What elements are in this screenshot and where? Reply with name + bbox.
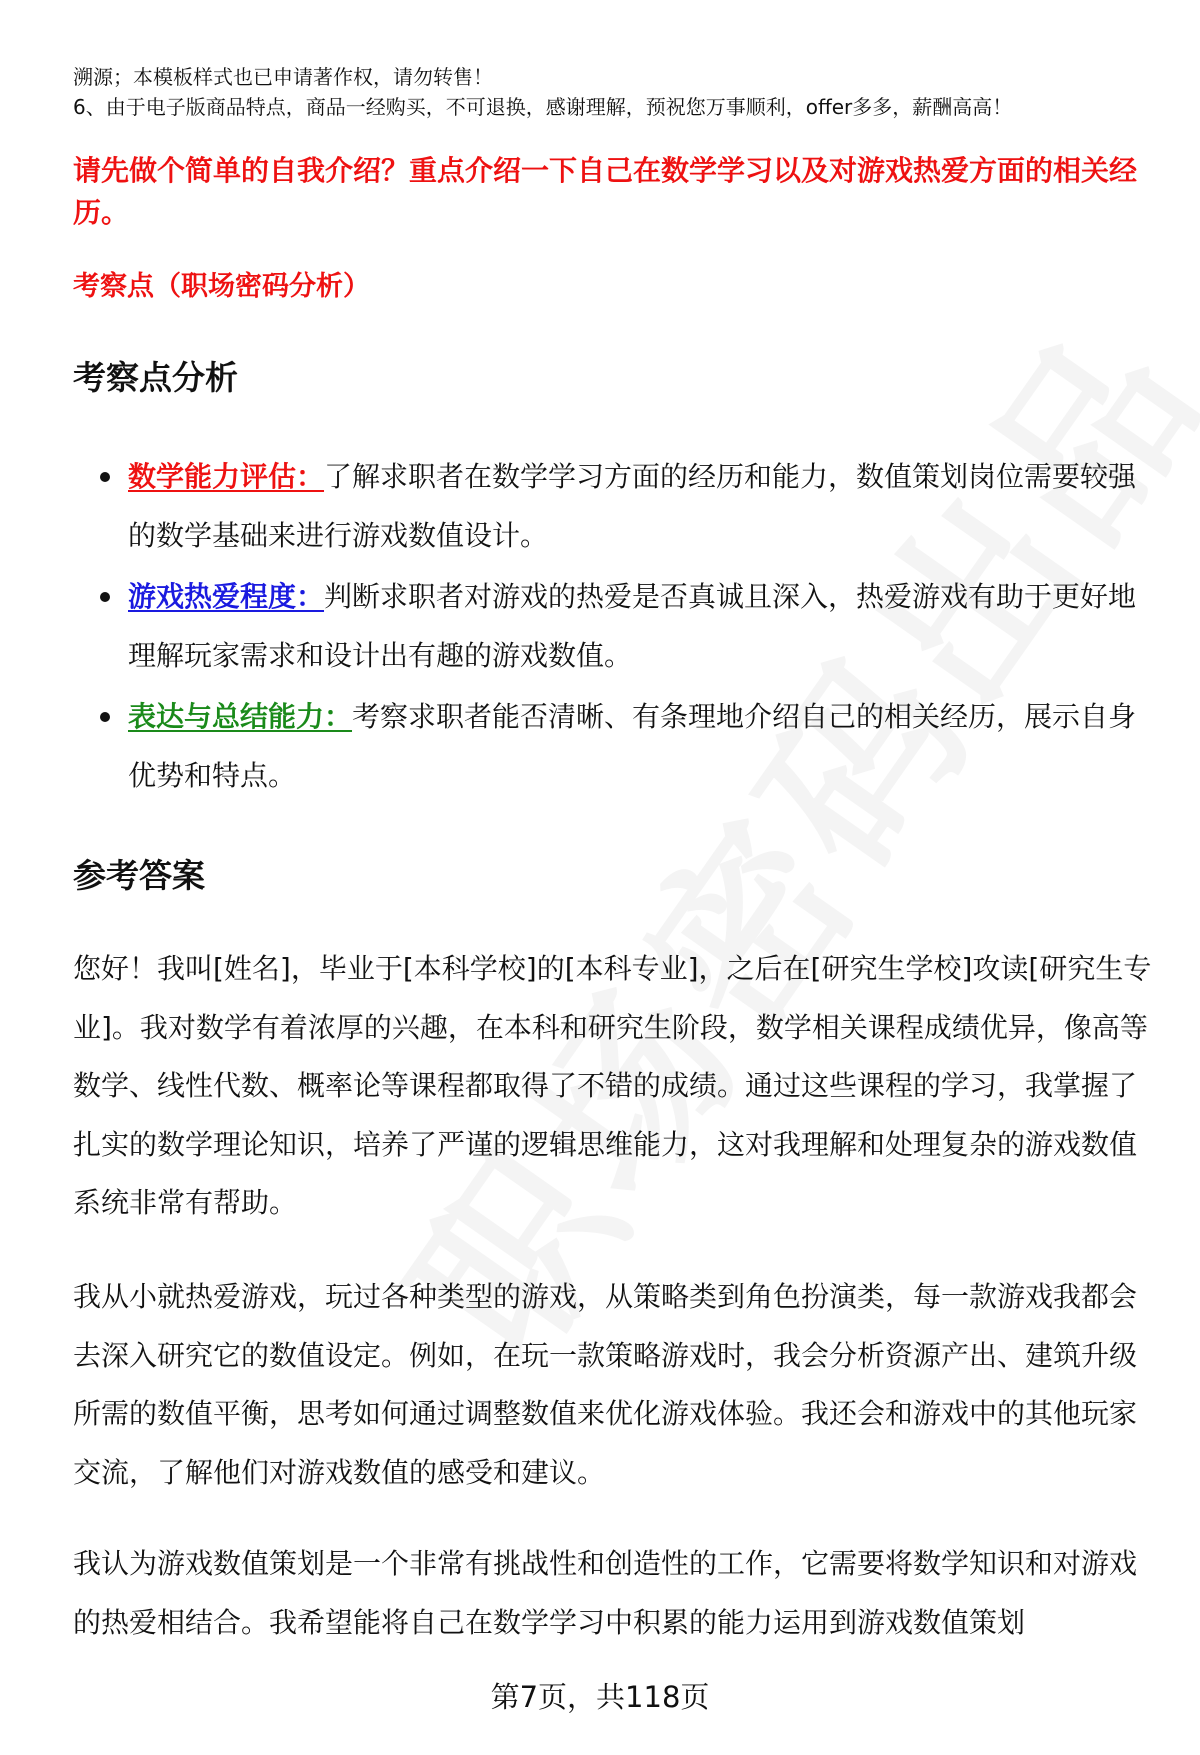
analysis-list <box>73 447 1153 807</box>
analysis-text: 考察求职者能否清晰、有条理地介绍自己的相关经历，展示自身优势和特点。 <box>128 700 1137 792</box>
analysis-text: 了解求职者在数学学习方面的经历和能力，数值策划岗位需要较强的数学基础来进行游戏数值设计。 <box>128 460 1137 552</box>
notice-line-2: 6、由于电子版商品特点，商品一经购买，不可退换，感谢理解，预祝您万事顺利，offer多多，薪酬高高！ <box>73 95 1013 119</box>
page-number: 第7页，共118页 <box>490 1680 710 1714</box>
analysis-term: 表达与总结能力： <box>128 700 353 733</box>
analysis-term: 数学能力评估： <box>128 460 325 493</box>
analysis-text: 判断求职者对游戏的热爱是否真诚且深入，热爱游戏有助于更好地理解玩家需求和设计出有趣的游戏数值。 <box>128 580 1137 672</box>
assessment-point-label: 考察点（职场密码分析） <box>73 271 370 302</box>
answer-section-title: 参考答案 <box>73 856 205 895</box>
bullet-dot-icon <box>100 712 110 722</box>
answer-paragraph: 您好！我叫[姓名]，毕业于[本科学校]的[本科专业]，之后在[研究生学校]攻读[研究生专业]。我对数学有着浓厚的兴趣，在本科和研究生阶段，数学相关课程成绩优异，像高等数学、线性代数、概率论等课程都取得了不错的成绩。通过这些课程的学习，我掌握了扎实的数学理论知识，培养了严谨的逻辑思维能力，这对我理解和处理复杂的游戏数值系统非常有帮助。 <box>73 952 1152 1219</box>
analysis-item <box>73 687 1153 805</box>
analysis-term: 游戏热爱程度： <box>128 580 325 613</box>
interview-question: 请先做个简单的自我介绍？重点介绍一下自己在数学学习以及对游戏热爱方面的相关经历。 <box>73 154 1138 229</box>
analysis-item <box>73 567 1153 685</box>
bullet-dot-icon <box>100 592 110 602</box>
bullet-dot-icon <box>100 472 110 482</box>
analysis-item <box>73 447 1153 565</box>
analysis-section-title: 考察点分析 <box>73 358 238 397</box>
answer-paragraph: 我认为游戏数值策划是一个非常有挑战性和创造性的工作，它需要将数学知识和对游戏的热爱相结合。我希望能将自己在数学学习中积累的能力运用到游戏数值策划 <box>73 1547 1138 1639</box>
notice-line-1: 溯源；本模板样式也已申请著作权，请勿转售！ <box>73 65 493 89</box>
answer-paragraph: 我从小就热爱游戏，玩过各种类型的游戏，从策略类到角色扮演类，每一款游戏我都会去深入研究它的数值设定。例如，在玩一款策略游戏时，我会分析资源产出、建筑升级所需的数值平衡，思考如何通过调整数值来优化游戏体验。我还会和游戏中的其他玩家交流，了解他们对游戏数值的感受和建议。 <box>73 1280 1138 1489</box>
